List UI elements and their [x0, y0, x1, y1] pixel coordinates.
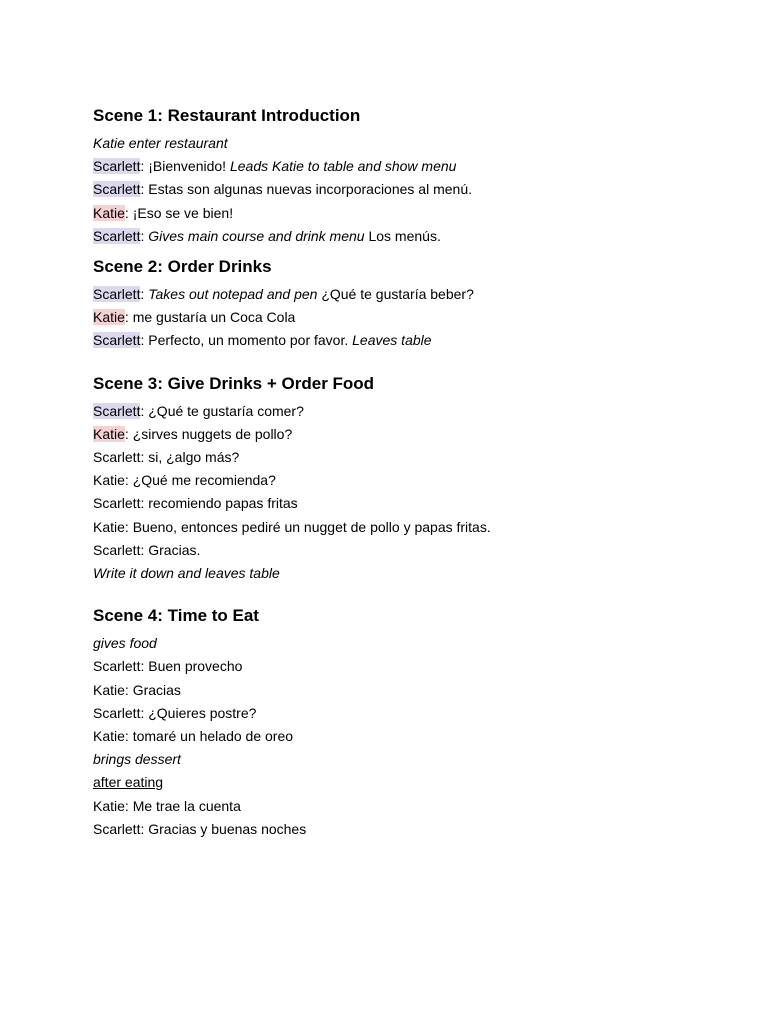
dialogue-text: Katie: Me trae la cuenta [93, 797, 241, 814]
script-line [93, 725, 693, 748]
script-line [93, 748, 693, 771]
scene-1 [93, 105, 693, 248]
script-line [93, 632, 693, 655]
script-line [93, 469, 693, 492]
dialogue-text: : ¿sirves nuggets de pollo? [124, 425, 293, 442]
dialogue-text: Scarlett: Gracias y buenas noches [93, 820, 307, 837]
script-line [93, 562, 693, 585]
script-line [93, 306, 693, 329]
script-line [93, 178, 693, 201]
dialogue-text: : ¡Eso se ve bien! [124, 204, 234, 221]
dialogue-text: : [140, 227, 149, 244]
script-line [93, 539, 693, 562]
stage-direction: Write it down and leaves table [93, 565, 280, 582]
stage-direction: Gives main course and drink menu [148, 227, 365, 244]
stage-direction: Takes out notepad and pen [148, 286, 318, 303]
script-line [93, 492, 693, 515]
script-line [93, 400, 693, 423]
dialogue-text: Scarlett: Gracias. [93, 541, 201, 558]
script-line [93, 155, 693, 178]
dialogue-text: Katie: tomaré un helado de oreo [93, 728, 294, 745]
script-line [93, 655, 693, 678]
speaker-name: Scarlett [93, 227, 141, 244]
speaker-name: Scarlett [93, 181, 141, 198]
script-line [93, 132, 693, 155]
speaker-name: Katie [93, 309, 125, 326]
scene-lines [93, 132, 693, 248]
dialogue-text: : Estas son algunas nuevas incorporaciones al menú. [140, 181, 472, 198]
script-line [93, 516, 693, 539]
dialogue-text: : me gustaría un Coca Cola [124, 309, 296, 326]
scene-title: Scene 4: Time to Eat [93, 606, 259, 626]
stage-direction: brings dessert [93, 751, 181, 768]
script-line [93, 283, 693, 306]
scene-lines [93, 632, 693, 841]
scene-4 [93, 605, 693, 841]
dialogue-text: : ¿Qué te gustaría comer? [140, 402, 304, 419]
dialogue-text: : Perfecto, un momento por favor. [140, 332, 353, 349]
script-line [93, 202, 693, 225]
speaker-name: Scarlett [93, 332, 141, 349]
script-line [93, 771, 693, 794]
stage-direction: Leaves table [352, 332, 432, 349]
underlined-note: after eating [93, 774, 164, 791]
script-line [93, 225, 693, 248]
stage-direction: Katie enter restaurant [93, 135, 228, 151]
script-line [93, 818, 693, 841]
scene-3 [93, 373, 693, 586]
speaker-name: Scarlett [93, 402, 141, 419]
dialogue-text: Los menús. [364, 227, 441, 244]
scene-lines [93, 283, 693, 353]
speaker-name: Scarlett [93, 286, 141, 303]
dialogue-text: Katie: Gracias [93, 681, 181, 698]
scene-title: Scene 1: Restaurant Introduction [93, 106, 361, 125]
speaker-name: Katie [93, 204, 125, 221]
dialogue-text: Scarlett: recomiendo papas fritas [93, 495, 298, 512]
document-page [93, 105, 693, 841]
dialogue-text: Scarlett: si, ¿algo más? [93, 449, 240, 466]
script-line [93, 679, 693, 702]
dialogue-text: Katie: ¿Qué me recomienda? [93, 472, 276, 489]
stage-direction: gives food [93, 635, 157, 652]
dialogue-text: ¿Qué te gustaría beber? [317, 286, 474, 303]
dialogue-text: Katie: Bueno, entonces pediré un nugget de pollo y papas fritas. [93, 518, 491, 535]
dialogue-text: : ¡Bienvenido! [140, 158, 230, 175]
scene-title: Scene 2: Order Drinks [93, 257, 272, 277]
script-line [93, 446, 693, 469]
scene-lines [93, 400, 693, 586]
script-line [93, 423, 693, 446]
dialogue-text: : [140, 286, 149, 303]
speaker-name: Katie [93, 425, 125, 442]
script-line [93, 329, 693, 352]
script-line [93, 702, 693, 725]
stage-direction: Leads Katie to table and show menu [229, 158, 457, 175]
scene-2 [93, 256, 693, 353]
speaker-name: Scarlett [93, 158, 141, 175]
script-line [93, 795, 693, 818]
dialogue-text: Scarlett: Buen provecho [93, 658, 243, 675]
scene-title: Scene 3: Give Drinks + Order Food [93, 373, 375, 393]
dialogue-text: Scarlett: ¿Quieres postre? [93, 704, 257, 721]
